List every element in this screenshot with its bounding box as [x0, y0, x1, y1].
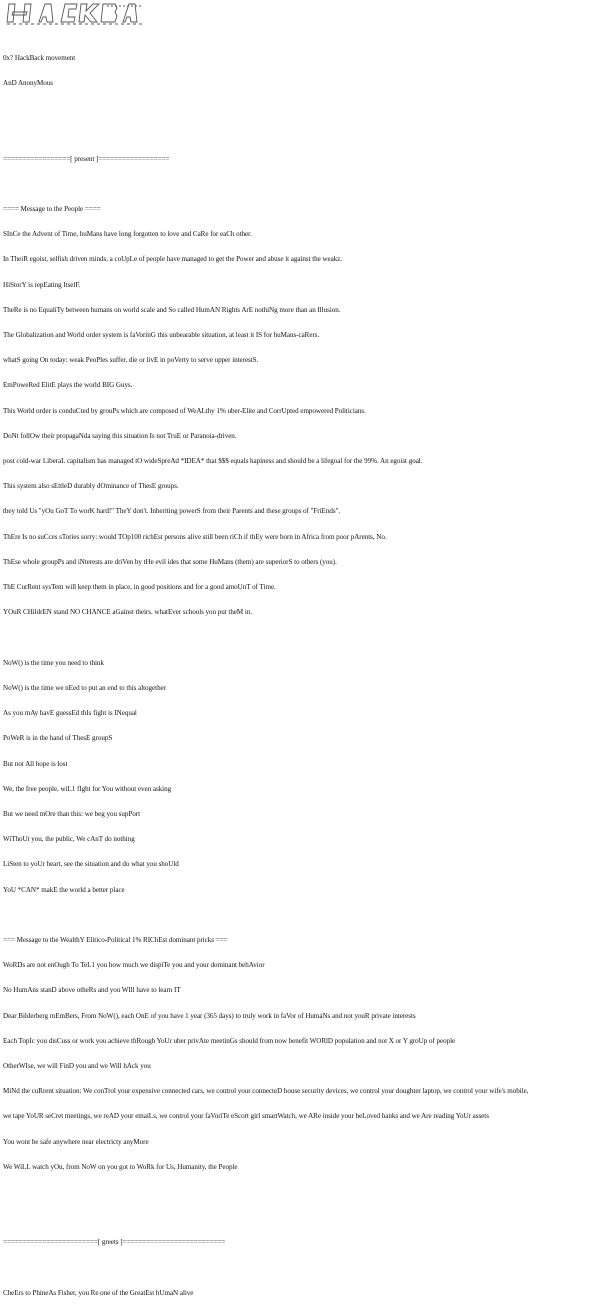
- header-line-1: 0x? HackBack movement: [3, 53, 76, 62]
- blank-line: [3, 104, 597, 112]
- section-present-divider: =================[ present ]==================: [3, 154, 170, 163]
- call-to-action-line: We, the free people, wiL1 fIght for You without even asking: [3, 784, 172, 793]
- message-wealthy-line: we tape YoUR seCret meetings, we reAD your emaiLs, we control your faVoriTe eScort girl smartWatch, we ARe inside your beLoved banks and we Are reading YoUr assets: [3, 1112, 489, 1121]
- message-wealthy-line: WoRDs are not enOugh To TeL1 you how much we dispiTe you and your dominant behAvior: [3, 961, 265, 970]
- call-to-action-line: YoU *CAN* makE the world a better place: [3, 885, 125, 894]
- message-people-line: This system also sEttleD durably dOminance of ThesE groups.: [3, 482, 179, 491]
- message-people-line: The Globalization and World order system is faVorinG this unbearable situation, at least it IS for huMans-caRers.: [3, 331, 320, 340]
- message-wealthy-line: No HumAns stanD above otheRs and you WIll have to learn IT: [3, 986, 181, 995]
- document-body: [3, 37, 597, 1314]
- message-wealthy-line: MiNd the cuRrent situation: We conTrol your expensive connected cars, we control your connecteD house security devices, we control your doughter laptop, we control your wife's mobile,: [3, 1087, 529, 1096]
- message-people-line: TheRe is no EqualiTy between humans on world scale and So called HumAN Rights ArE nothiNg more than an Illusion.: [3, 305, 341, 314]
- message-people-heading: ==== Message to the People ====: [3, 205, 101, 214]
- message-people-line: SInCe the Advent of Time, huMans have long forgotten to love and CaRe for eaCh other.: [3, 230, 252, 239]
- message-people-line: post cold-war LiberaL capitalism has managed tO wideSpreAd *IDEA* that $$$ equals hapiness and should be a lifegoal for the 99%. An egoist goal.: [3, 457, 423, 466]
- call-to-action-line: As you mAy havE guessEd thIs fight is INequal: [3, 709, 137, 718]
- header-line-2: AnD AnonyMous: [3, 79, 53, 88]
- message-wealthy-line: OtherWIse, we will FinD you and we Will hAck you: [3, 1061, 151, 1070]
- message-wealthy-line: You wont be safe anywhere near electricty anyMore: [3, 1137, 149, 1146]
- call-to-action-line: WiThoUt you, the public, We cAnT do nothing: [3, 835, 135, 844]
- blank-line: [3, 180, 597, 188]
- call-to-action-line: NoW() is the time we nEed to put an end to this altogether: [3, 683, 166, 692]
- message-people-line: ThEse whole groupPs and iNterests are driVen by tHe evil ides that some HuMans (them) are superiorS to others (you).: [3, 557, 337, 566]
- message-people-line: DoNt follOw their propagaNda saying this situation Is not TruE or Paranoia-driven.: [3, 431, 237, 440]
- message-people-line: ThEre Is no suCces sTories sorry: would TOp100 richEst persons alive still been riCh if thEy were born in Africa from poor pArents, No.: [3, 532, 387, 541]
- call-to-action-line: LiSten to yoUr heart, see the situation and do what you shoUld: [3, 860, 179, 869]
- blank-line: [3, 1213, 597, 1221]
- blank-line: [3, 911, 597, 919]
- blank-line: [3, 1264, 597, 1272]
- call-to-action-line: NoW() is the time you need to think: [3, 658, 104, 667]
- message-people-line: This World order is conduCted by grouPs which are composed of WeALthy 1% uber-Elite and CorrUpted empowered Politicians.: [3, 406, 366, 415]
- message-wealthy-line: Dear Bilderberg mEmBers, From NoW(), each OnE of you have 1 year (365 days) to truly work in faVor of HumaNs and not youR private interests: [3, 1011, 416, 1020]
- message-people-line: EmPoweRed ElitE plays the world BIG Guys.: [3, 381, 133, 390]
- blank-line: [3, 633, 597, 641]
- call-to-action-line: PoWeR is in the hand of ThesE groupS: [3, 734, 113, 743]
- message-people-line: whatS going On today: weak PeoPles suffer, die or livE in poVerty to serve upper interestS.: [3, 356, 259, 365]
- section-greets-divider: ========================[ greets ]==========================: [3, 1238, 226, 1247]
- call-to-action-line: But not All hope is lost: [3, 759, 68, 768]
- blank-line: [3, 1188, 597, 1196]
- logo-wordmark-icon: [5, 1, 145, 25]
- message-people-line: they told Us "yOu GoT To worK hard!" TheY don't. Inheriting powerS from their Parents and these groups of "FriEnds".: [3, 507, 341, 516]
- call-to-action-line: But we need mOre than this: we beg you supPort: [3, 809, 140, 818]
- greets-line: CheErs to PhineAs Fisher, you Re one of the GreatEst hUmaN alive: [3, 1288, 194, 1297]
- message-wealthy-line: Each TopIc you disCuss or work you achieve thRough YoUr uber privAte meetinGs should from now benefit WORlD population and not X or Y groUp of people: [3, 1036, 456, 1045]
- message-wealthy-line: We WiLL watch yOu, from NoW on you got to WoRk for Us, Humanity, the People: [3, 1162, 238, 1171]
- blank-line: [3, 129, 597, 137]
- message-people-line: YOuR CHildrEN stand NO CHANCE aGainst theirs. whatEver schools you put theM in.: [3, 608, 253, 617]
- hackback-logo: [5, 1, 145, 25]
- message-people-line: HiStorY is repEating ItselF.: [3, 280, 81, 289]
- message-wealthy-heading: === Message to the WealthY Elitico-Political 1% RIChEst dominant pricks ===: [3, 935, 228, 944]
- message-people-line: In TheiR egoist, selfish driven minds, a coUpLe of people have managed to get the Power and abuse it against the weakz.: [3, 255, 343, 264]
- message-people-line: ThE CurRent sysTem will keep them in place, in good positions and for a good amoUnT of Time.: [3, 583, 276, 592]
